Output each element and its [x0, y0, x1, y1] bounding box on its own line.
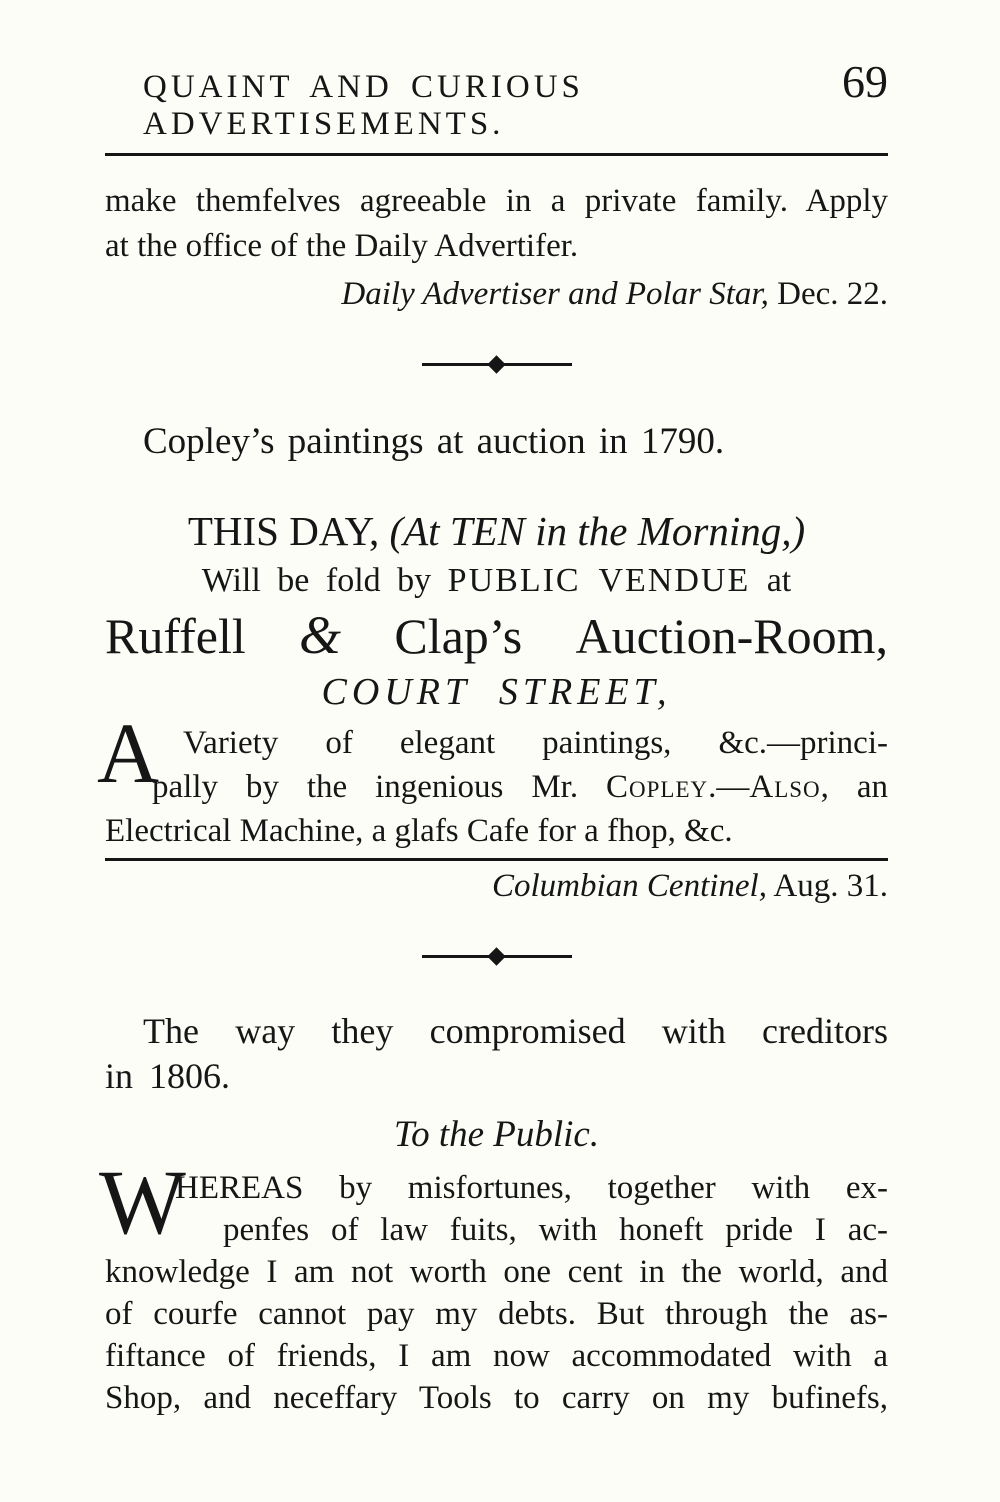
vendue-post: at: [750, 562, 792, 599]
paragraph-line: Shop, and neceffary Tools to carry on my bufinefs,: [105, 1380, 888, 1416]
ampersand-ornament: &: [299, 605, 342, 665]
advert-line-vendue: [105, 559, 888, 603]
attribution-columbian-centinel: [105, 865, 888, 907]
dropcap-a: A: [97, 705, 160, 801]
paragraph-line: penfes of law fuits, with honeft pride I ac-: [223, 1212, 888, 1248]
attribution-date: Aug. 31.: [766, 868, 888, 904]
section-heading-copley: Copley’s paintings at auction in 1790.: [143, 421, 725, 462]
smallcaps-also: Also: [749, 769, 821, 805]
attribution-daily-advertiser: [105, 273, 888, 315]
paragraph-line: HEREAS by misfortunes, together with ex-: [175, 1170, 888, 1206]
section-divider: [422, 949, 572, 963]
subheading-to-the-public: To the Public.: [393, 1114, 600, 1155]
dropcap-w: W: [99, 1151, 186, 1253]
paragraph-line: of courfe cannot pay my debts. But through the as-: [105, 1296, 888, 1332]
attribution-source: Daily Advertiser and Polar Star,: [341, 276, 769, 312]
smallcaps-copley: Copley: [606, 769, 709, 805]
vendue-pre: Will be fold by: [201, 562, 448, 599]
vendue-caps: PUBLIC VENDUE: [447, 562, 751, 599]
paragraph-line: at the office of the Daily Advertifer.: [105, 228, 579, 264]
advert-line-auction-room: [105, 603, 888, 668]
auction-word: Clap’s: [394, 608, 523, 664]
diamond-ornament: [487, 947, 505, 965]
paragraph-line: Variety of elegant paintings, &c.—princi-: [183, 725, 888, 761]
footnote-rule: [105, 858, 888, 861]
running-head: [105, 56, 888, 143]
page-number: 69: [842, 56, 888, 107]
heading-line: in 1806.: [105, 1056, 231, 1096]
attribution-date: Dec. 22.: [768, 276, 888, 312]
paragraph-line: knowledge I am not worth one cent in the world, and: [105, 1254, 888, 1290]
advert-paragraph-whereas: [99, 1151, 888, 1419]
advert-line-this-day: [105, 505, 888, 557]
auction-word: Ruffell: [105, 608, 246, 664]
advert-paragraph-variety: [97, 705, 888, 853]
this-day-italic: (At TEN in the Morning,): [389, 508, 806, 554]
heading-line: The way they compromised with creditors: [143, 1011, 888, 1051]
section-heading-creditors: [105, 1009, 888, 1099]
this-day-roman: THIS DAY,: [187, 508, 390, 554]
paragraph-line: Electrical Machine, a glafs Cafe for a fhop, &c.: [105, 813, 733, 849]
paragraph-line: pally by the ingenious Mr. Copley.—Also, an: [152, 769, 888, 805]
header-rule: [105, 153, 888, 156]
paragraph-line: fiftance of friends, I am now accommodated with a: [105, 1338, 888, 1374]
attribution-source: Columbian Centinel,: [491, 868, 767, 904]
section-divider: [422, 357, 572, 371]
diamond-ornament: [487, 355, 505, 373]
page-title: QUAINT AND CURIOUS ADVERTISEMENTS.: [143, 69, 584, 142]
advert-line-street: COURT STREET,: [321, 671, 672, 713]
paragraph-line: make themfelves agreeable in a private family. Apply: [105, 183, 888, 219]
auction-word: Auction-Room,: [575, 608, 888, 664]
advert-continuation-paragraph: [105, 179, 888, 269]
